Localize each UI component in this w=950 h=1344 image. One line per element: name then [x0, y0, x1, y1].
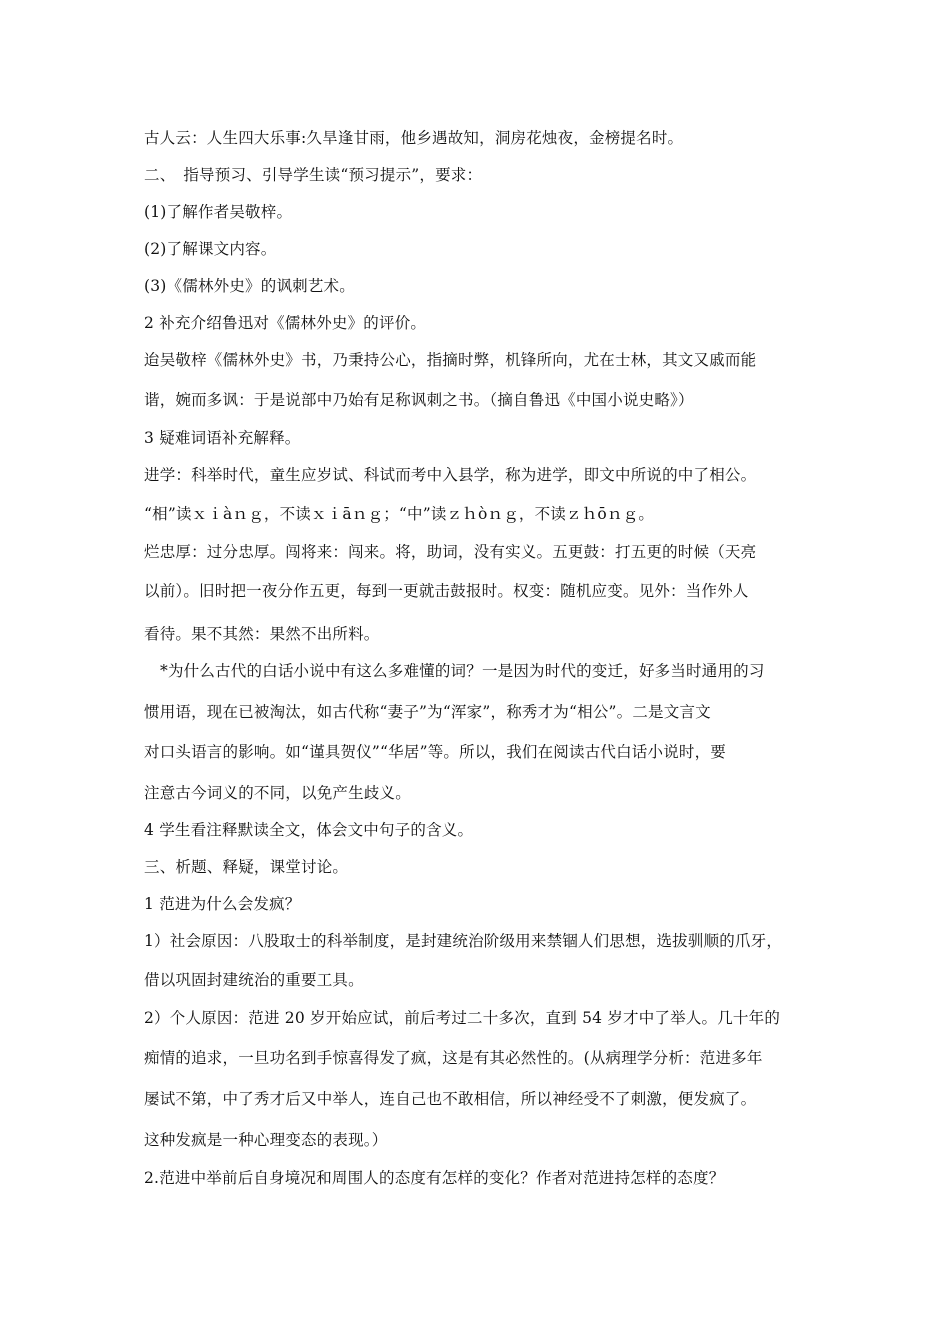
text-line: (3)《儒林外史》的讽刺艺术。	[144, 277, 355, 295]
text-line: 2.范进中举前后自身境况和周围人的态度有怎样的变化？作者对范进持怎样的态度？	[144, 1169, 725, 1187]
text-line: 这种发疯是一种心理变态的表现。）	[144, 1131, 388, 1149]
text-line: *为什么古代的白话小说中有这么多难懂的词？一是因为时代的变迁，好多当时通用的习	[160, 662, 765, 680]
text-line: 屡试不第，中了秀才后又中举人，连自己也不敢相信，所以神经受不了刺激，便发疯了。	[144, 1090, 757, 1108]
text-line: 古人云：人生四大乐事:久旱逢甘雨，他乡遇故知，洞房花烛夜，金榜提名时。	[144, 129, 684, 147]
text-line: 2 补充介绍鲁迅对《儒林外史》的评价。	[144, 314, 427, 332]
pronunciation-line: “相”读ｘｉàｎｇ，不读ｘｉāｎｇ；“中”读ｚｈòｎｇ，不读ｚｈōｎｇ。	[144, 505, 655, 523]
quote-line: 谐，婉而多讽：于是说部中乃始有足称讽刺之书。（摘自鲁迅《中国小说史略》）	[144, 391, 694, 409]
text-line: 3 疑难词语补充解释。	[144, 429, 301, 447]
text-line: 注意古今词义的不同，以免产生歧义。	[144, 784, 411, 802]
text-line: 以前）。旧时把一夜分作五更，每到一更就击鼓报时。权变：随机应变。见外：当作外人	[144, 582, 749, 600]
section-heading: 三、析题、释疑，课堂讨论。	[144, 858, 349, 876]
text-line: 对口头语言的影响。如“谨具贺仪”“华居”等。所以，我们在阅读古代白话小说时，要	[144, 743, 726, 761]
section-heading: 二、 指导预习、引导学生读“预习提示”，要求：	[144, 166, 483, 184]
text-line: 借以巩固封建统治的重要工具。	[144, 971, 364, 989]
text-line: 4 学生看注释默读全文，体会文中句子的含义。	[144, 821, 474, 839]
text-line: 进学：科举时代，童生应岁试、科试而考中入县学，称为进学，即文中所说的中了相公。	[144, 466, 757, 484]
text-line: 惯用语，现在已被淘汰，如古代称“妻子”为“浑家”，称秀才为“相公”。二是文言文	[144, 703, 711, 721]
text-line: 烂忠厚：过分忠厚。闯将来：闯来。将，助词，没有实义。五更鼓：打五更的时候（天亮	[144, 543, 757, 561]
text-line: 看待。果不其然：果然不出所料。	[144, 625, 380, 643]
quote-line: 迨吴敬梓《儒林外史》书，乃秉持公心，指摘时弊，机锋所向，尤在士林，其文又戚而能	[144, 351, 757, 369]
text-line: (2)了解课文内容。	[144, 240, 277, 258]
text-line: (1)了解作者吴敬梓。	[144, 203, 293, 221]
text-line: 2）个人原因：范进 20 岁开始应试，前后考过二十多次，直到 54 岁才中了举人。几十年的	[144, 1009, 781, 1027]
text-line: 痴情的追求，一旦功名到手惊喜得发了疯，这是有其必然性的。(从病理学分析：范进多年	[144, 1049, 763, 1067]
text-line: 1）社会原因：八股取士的科举制度，是封建统治阶级用来禁锢人们思想，选拔驯顺的爪牙，	[144, 932, 783, 950]
text-line: 1 范进为什么会发疯？	[144, 895, 301, 913]
